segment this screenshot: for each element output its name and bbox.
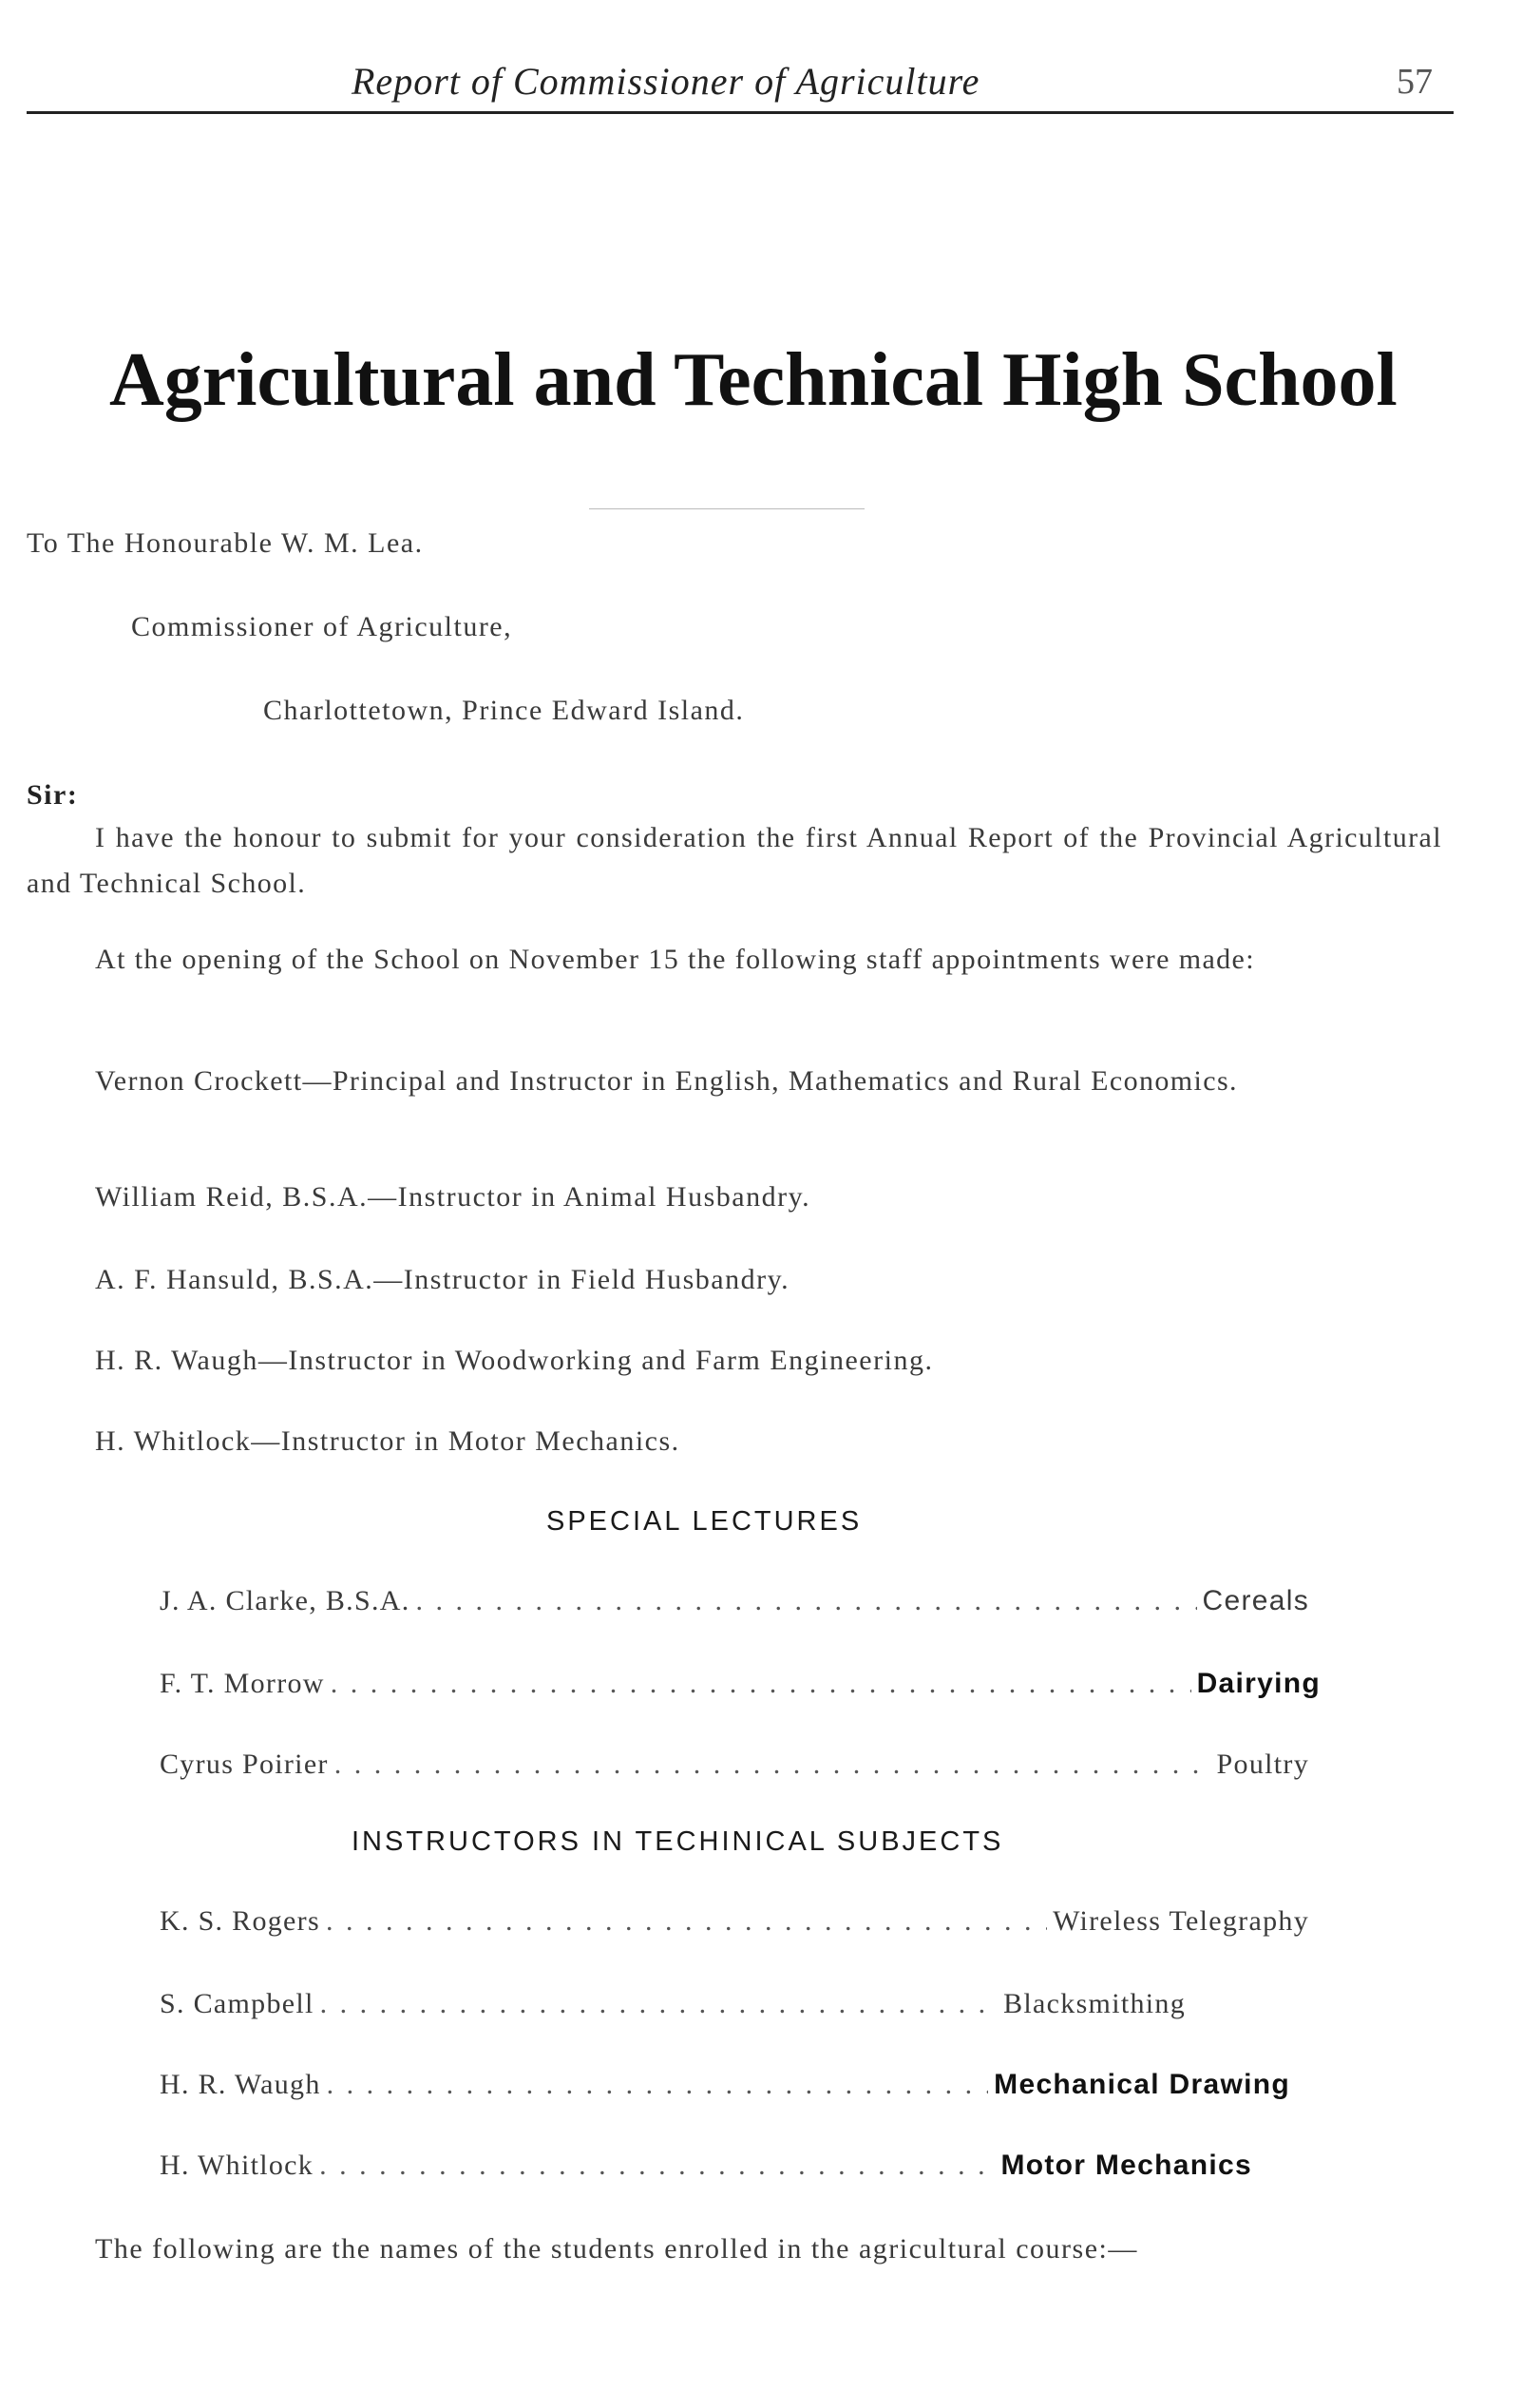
special-lectures-heading: SPECIAL LECTURES: [546, 1506, 863, 1537]
lecture-row: [160, 1749, 1309, 1781]
staff-entry: H. R. Waugh—Instructor in Woodworking and Farm Engineering.: [95, 1345, 934, 1376]
address-line-1: To The Honourable W. M. Lea.: [27, 527, 424, 559]
technical-instructors-heading: INSTRUCTORS IN TECHINICAL SUBJECTS: [352, 1826, 1004, 1857]
leader-dots: [326, 1905, 1047, 1938]
instructor-subject: Mechanical Drawing: [994, 2069, 1290, 2100]
lecturer-name: J. A. Clarke, B.S.A.: [160, 1585, 410, 1616]
leader-dots: [327, 2069, 989, 2101]
leader-dots: [334, 1749, 1211, 1781]
lecture-subject: Cereals: [1202, 1585, 1309, 1616]
address-line-3: Charlottetown, Prince Edward Island.: [263, 695, 745, 726]
address-line-2: Commissioner of Agriculture,: [131, 611, 513, 642]
staff-entry: William Reid, B.S.A.—Instructor in Animal Husbandry.: [95, 1181, 811, 1213]
staff-entry-principal: Vernon Crockett—Principal and Instructor in English, Mathematics and Rural Economics.: [95, 1065, 1238, 1097]
title-rule: [589, 508, 865, 509]
staff-entry: H. Whitlock—Instructor in Motor Mechanics.: [95, 1425, 680, 1457]
lecture-subject: Dairying: [1196, 1668, 1321, 1699]
lecturer-name: Cyrus Poirier: [160, 1749, 329, 1780]
instructor-row: [160, 1988, 1186, 2020]
closing-line: The following are the names of the students enrolled in the agricultural course:—: [95, 2233, 1138, 2265]
instructor-name: H. Whitlock: [160, 2150, 314, 2181]
instructor-name: S. Campbell: [160, 1988, 314, 2019]
instructor-subject: Wireless Telegraphy: [1053, 1905, 1309, 1937]
leader-dots: [319, 2150, 995, 2182]
instructor-row: [160, 1905, 1309, 1938]
instructor-subject: Blacksmithing: [1003, 1988, 1186, 2019]
salutation: Sir:: [27, 779, 79, 811]
instructor-name: H. R. Waugh: [160, 2069, 321, 2100]
paragraph-staff-intro: At the opening of the School on November 15 the following staff appointments were made:: [95, 944, 1256, 975]
leader-dots: [416, 1585, 1197, 1617]
page-title: Agricultural and Technical High School: [109, 338, 1398, 422]
running-head: Report of Commissioner of Agriculture: [352, 60, 980, 103]
lecture-row: [160, 1585, 1309, 1617]
staff-entry: A. F. Hansuld, B.S.A.—Instructor in Field Husbandry.: [95, 1264, 790, 1295]
instructor-subject: Motor Mechanics: [1000, 2150, 1252, 2181]
instructor-row: [160, 2069, 1290, 2101]
lecture-subject: Poultry: [1216, 1749, 1309, 1780]
paragraph-report-intro: I have the honour to submit for your consideration the first Annual Report of the Provincial Agricultural and Technical School.: [27, 822, 1442, 899]
header-rule: [27, 111, 1454, 114]
leader-dots: [331, 1668, 1191, 1700]
instructor-row: [160, 2150, 1252, 2182]
instructor-name: K. S. Rogers: [160, 1905, 320, 1937]
page-number: 57: [1397, 62, 1433, 102]
lecture-row: [160, 1668, 1321, 1700]
lecturer-name: F. T. Morrow: [160, 1668, 325, 1699]
leader-dots: [320, 1988, 998, 2020]
